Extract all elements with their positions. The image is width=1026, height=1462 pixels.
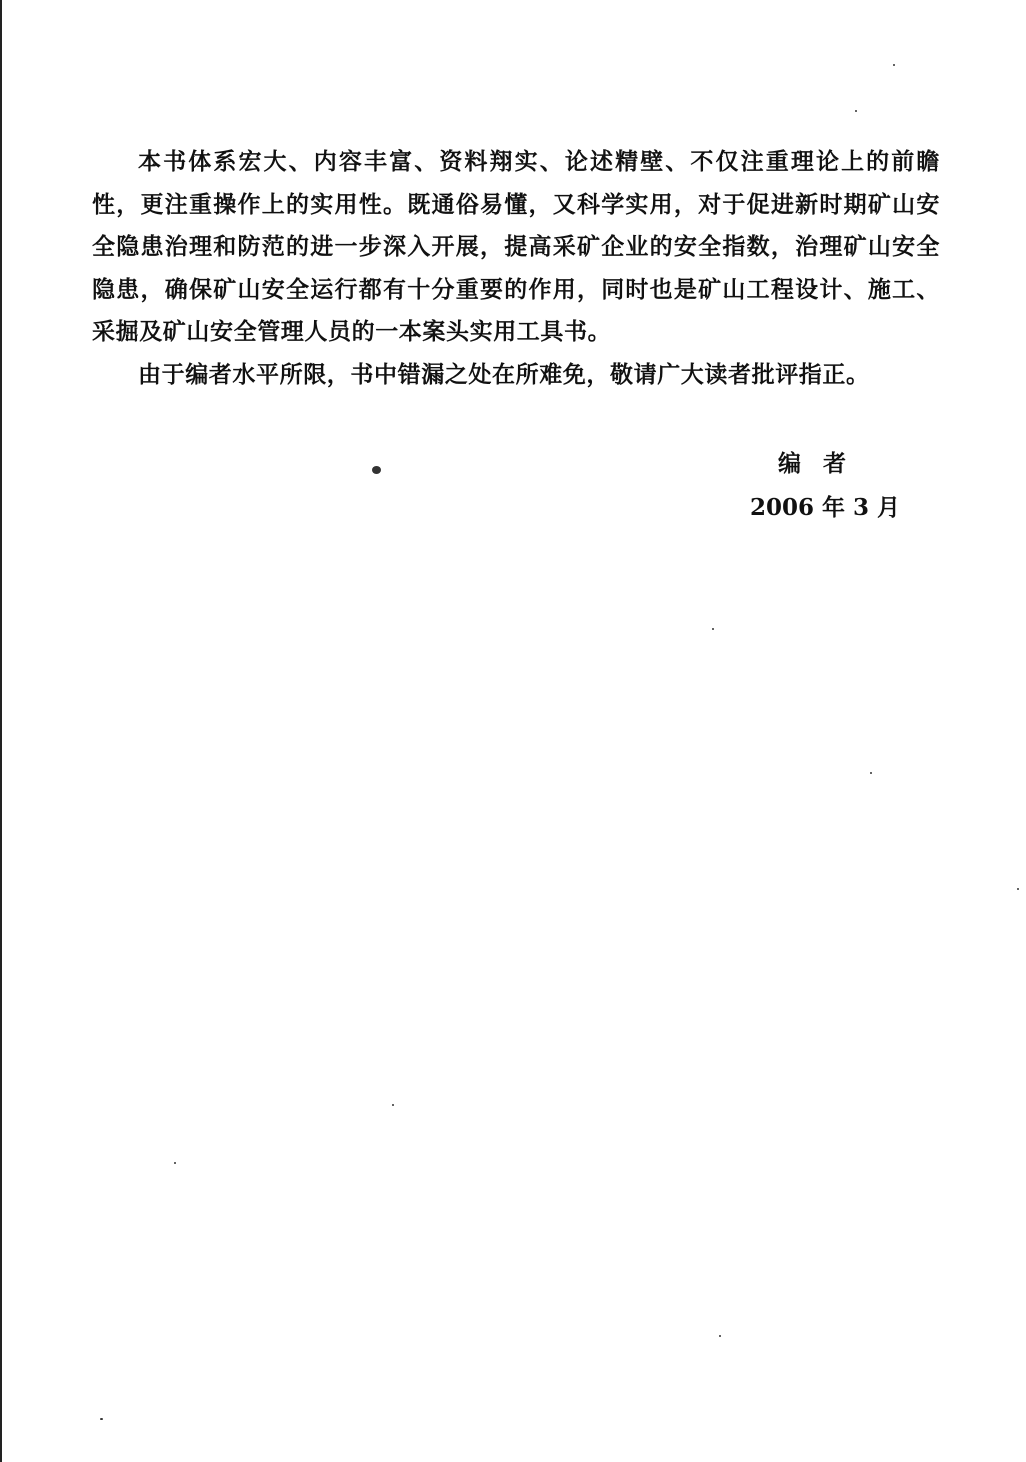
- scan-speck: [174, 1162, 176, 1164]
- scan-speck: [372, 466, 381, 474]
- scan-speck: [100, 1418, 103, 1420]
- body-text: [92, 141, 940, 396]
- paragraph-2: 由于编者水平所限，书中错漏之处在所难免，敬请广大读者批评指正。: [138, 360, 870, 388]
- signature-date: 2006 年 3 月: [750, 494, 901, 521]
- scan-speck: [719, 1335, 721, 1337]
- scan-speck: [392, 1104, 394, 1106]
- scan-speck: [855, 110, 857, 112]
- paragraph-1: 本书体系宏大、内容丰富、资料翔实、论述精壁、不仅注重理论上的前瞻性，更注重操作上的实用性。既通俗易懂，又科学实用，对于促进新时期矿山安全隐患治理和防范的进一步深入开展，提高采矿企业的安全指数，治理矿山安全隐患，确保矿山安全运行都有十分重要的作用，同时也是矿山工程设计、施工、采掘及矿山安全管理人员的一本案头实用工具书。: [92, 148, 940, 345]
- scan-speck: [1017, 888, 1019, 890]
- scan-speck: [893, 64, 895, 66]
- scan-speck: [870, 772, 872, 774]
- scan-speck: [712, 628, 714, 630]
- signature-author: 编者: [778, 450, 868, 477]
